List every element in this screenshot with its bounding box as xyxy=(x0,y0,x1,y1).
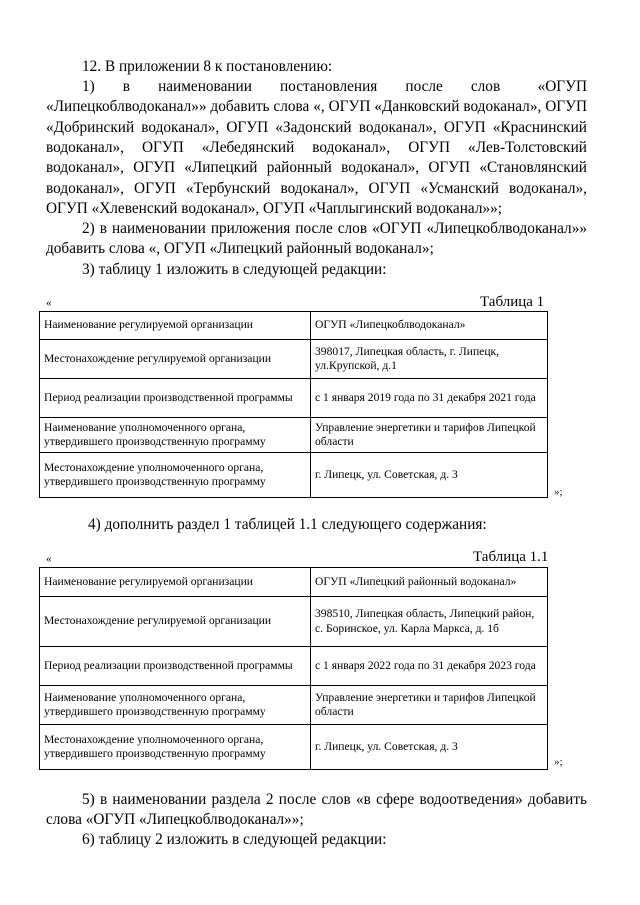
table-cell-value: г. Липецк, ул. Советская, д. 3 xyxy=(311,725,548,770)
table-cell-value: с 1 января 2022 года по 31 декабря 2023 года xyxy=(311,647,548,686)
table-row xyxy=(40,379,548,418)
table-row xyxy=(40,312,548,340)
item-1-line: «Добринский водоканал», ОГУП «Задонский водоканал», ОГУП «Краснинский xyxy=(46,119,587,136)
table-cell-value: Управление энергетики и тарифов Липецкой области xyxy=(311,686,548,725)
table-cell-label: Местонахождение уполномоченного органа, утвердившего производственную программу xyxy=(40,725,311,770)
item-1-line: водоканал», ОГУП «Лебедянский водоканал», ОГУП «Лев-Толстовский xyxy=(46,139,587,156)
table-cell-value: г. Липецк, ул. Советская, д. 3 xyxy=(311,453,548,498)
table-cell-value: с 1 января 2019 года по 31 декабря 2021 года xyxy=(311,379,548,418)
table-row xyxy=(40,725,548,770)
table-11-close-mark: »; xyxy=(554,756,563,768)
table-row xyxy=(40,647,548,686)
table-cell-label: Период реализации производственной программы xyxy=(40,647,311,686)
table-11 xyxy=(39,567,548,770)
table-row xyxy=(40,686,548,725)
item-1-line: «Липецкоблводоканал»» добавить слова «, ОГУП «Данковский водоканал», ОГУП xyxy=(46,98,587,115)
item-6: 6) таблицу 2 изложить в следующей редакции: xyxy=(82,831,387,848)
table-row xyxy=(40,568,548,597)
table-cell-value: 398510, Липецкая область, Липецкий район, с. Боринское, ул. Карла Маркса, д. 1б xyxy=(311,597,548,647)
table-1-open-quote: « xyxy=(46,297,52,309)
item-1-line: ОГУП «Хлевенский водоканал», ОГУП «Чаплыгинский водоканал»»; xyxy=(46,200,502,217)
table-cell-label: Наименование уполномоченного органа, утвердившего производственную программу xyxy=(40,418,311,453)
item-1-line: водоканал», ОГУП «Липецкий районный водоканал», ОГУП «Становлянский xyxy=(46,159,587,176)
table-row xyxy=(40,418,548,453)
table-cell-label: Местонахождение уполномоченного органа, утвердившего производственную программу xyxy=(40,453,311,498)
item-1-line: водоканал», ОГУП «Тербунский водоканал», ОГУП «Усманский водоканал», xyxy=(46,180,587,197)
table-row xyxy=(40,597,548,647)
table-cell-label: Наименование регулируемой организации xyxy=(40,312,311,340)
table-1-caption: Таблица 1 xyxy=(480,294,545,310)
table-cell-label: Наименование уполномоченного органа, утвердившего производственную программу xyxy=(40,686,311,725)
item-5-line: слова «ОГУП «Липецкоблводоканал»»; xyxy=(46,811,304,828)
table-cell-value: 398017, Липецкая область, г. Липецк, ул.Крупской, д.1 xyxy=(311,340,548,379)
table-11-caption: Таблица 1.1 xyxy=(473,549,549,565)
table-row xyxy=(40,340,548,379)
item-3: 3) таблицу 1 изложить в следующей редакции: xyxy=(82,261,387,278)
table-row xyxy=(40,453,548,498)
item-2-line: добавить слова «, ОГУП «Липецкий районный водоканал»; xyxy=(46,240,434,257)
item-1-line: 1) в наименовании постановления после слов «ОГУП xyxy=(82,78,587,95)
item-4: 4) дополнить раздел 1 таблицей 1.1 следующего содержания: xyxy=(88,516,487,533)
table-cell-label: Период реализации производственной программы xyxy=(40,379,311,418)
para-12-heading: 12. В приложении 8 к постановлению: xyxy=(82,58,333,75)
table-cell-label: Наименование регулируемой организации xyxy=(40,568,311,597)
table-cell-value: Управление энергетики и тарифов Липецкой области xyxy=(311,418,548,453)
table-cell-value: ОГУП «Липецкий районный водоканал» xyxy=(311,568,548,597)
table-1-close-mark: »; xyxy=(554,486,563,498)
table-cell-label: Местонахождение регулируемой организации xyxy=(40,340,311,379)
table-11-open-quote: « xyxy=(46,553,52,565)
table-1 xyxy=(39,311,548,498)
item-5-line: 5) в наименовании раздела 2 после слов «в сфере водоотведения» добавить xyxy=(82,791,587,808)
item-2-line: 2) в наименовании приложения после слов «ОГУП «Липецкоблводоканал»» xyxy=(82,220,587,237)
table-cell-label: Местонахождение регулируемой организации xyxy=(40,597,311,647)
table-cell-value: ОГУП «Липецкоблводоканал» xyxy=(311,312,548,340)
